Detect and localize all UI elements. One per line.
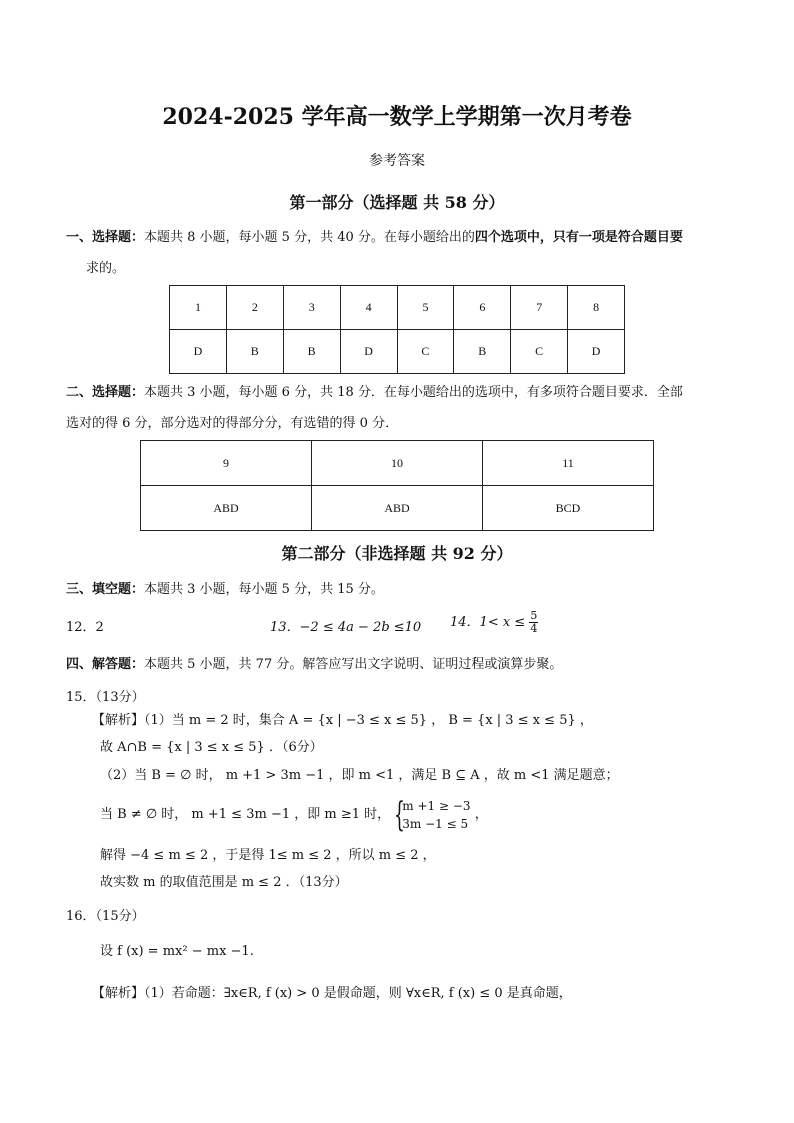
question-number: 7 <box>511 286 568 330</box>
section1-text2: 求的。 <box>86 261 126 276</box>
q15-line1: 【解析】（1）当 m = 2 时，集合 A = {x | −3 ≤ x ≤ 5} ， B = {x | 3 ≤ x ≤ 5} ， <box>92 713 593 728</box>
q16-line2: 【解析】（1）若命题：∃x∈R, f (x) > 0 是假命题，则 ∀x∈R, f (x) ≤ 0 是真命题， <box>92 986 572 1001</box>
q16-line1: 设 f (x) = mx² − mx −1. <box>100 944 254 959</box>
section1-bold: 四个选项中，只有一项是符合题目要 <box>474 230 683 245</box>
table-row <box>141 486 654 531</box>
section2-text2: 选对的得 6 分，部分选对的得部分分，有选错的得 0 分． <box>66 416 399 431</box>
section2-label: 二、选择题： <box>66 385 145 400</box>
question-number: 4 <box>340 286 397 330</box>
system-row: m +1 ≥ −3 <box>402 799 471 813</box>
question-number: 8 <box>568 286 625 330</box>
section3-label: 三、填空题： <box>66 582 145 597</box>
question-number: 6 <box>454 286 511 330</box>
section4-text: 本题共 5 小题，共 77 分。解答应写出文字说明、证明过程或演算步聚。 <box>144 657 563 672</box>
fraction <box>529 610 538 635</box>
question-number: 3 <box>283 286 340 330</box>
q15-line4-suffix: ， <box>474 807 488 822</box>
q15-heading: 15．（13分） <box>66 690 145 705</box>
question-number: 1 <box>170 286 227 330</box>
section1-answer-table <box>169 285 625 374</box>
answer-q14-prefix: 14．1< x ≤ <box>450 615 526 630</box>
question-number: 11 <box>483 441 654 486</box>
answer-cell: D <box>340 330 397 374</box>
q15-line5: 解得 −4 ≤ m ≤ 2 ，于是得 1≤ m ≤ 2 ，所以 m ≤ 2 ， <box>100 848 436 863</box>
answer-cell: B <box>454 330 511 374</box>
brace-symbol: { <box>394 795 406 835</box>
section2-intro <box>66 384 683 402</box>
q16-heading: 16．（15分） <box>66 909 145 924</box>
page-subtitle: 参考答案 <box>369 153 425 169</box>
page-title: 2024-2025 学年高一数学上学期第一次月考卷 <box>162 104 632 130</box>
answer-cell: ABD <box>312 486 483 531</box>
answer-cell: C <box>511 330 568 374</box>
q15-line6: 故实数 m 的取值范围是 m ≤ 2 ．（13分） <box>100 875 348 890</box>
q15-line4-prefix: 当 B ≠ ∅ 时， m +1 ≤ 3m −1 ，即 m ≥1 时， <box>100 807 391 822</box>
q15-line4 <box>100 797 488 833</box>
section1-intro <box>66 229 683 247</box>
answer-q14 <box>450 610 538 635</box>
q15-line3: （2）当 B = ∅ 时， m +1 > 3m −1 ，即 m <1 ，满足 B ⊆ A ，故 m <1 满足题意； <box>100 768 619 783</box>
section2-answer-table <box>140 440 654 531</box>
fraction-numerator: 5 <box>530 609 538 622</box>
question-number: 2 <box>226 286 283 330</box>
answer-q13: 13．−2 ≤ 4a − 2b ≤10 <box>270 620 422 635</box>
question-number: 5 <box>397 286 454 330</box>
part2-heading: 第二部分（非选择题 共 92 分） <box>281 544 513 563</box>
answer-cell: ABD <box>141 486 312 531</box>
fraction-denominator: 4 <box>530 622 538 635</box>
section2-text1: 本题共 3 小题，每小题 6 分，共 18 分．在每小题给出的选项中，有多项符合题目要求．全部 <box>144 385 683 400</box>
answer-cell: D <box>170 330 227 374</box>
answer-cell: B <box>226 330 283 374</box>
q15-line2: 故 A∩B = {x | 3 ≤ x ≤ 5} ．（6分） <box>100 740 323 755</box>
table-row <box>170 286 625 330</box>
answer-cell: D <box>568 330 625 374</box>
section1-label: 一、选择题： <box>66 230 145 245</box>
question-number: 10 <box>312 441 483 486</box>
answer-cell: B <box>283 330 340 374</box>
section4-label: 四、解答题： <box>66 657 145 672</box>
equation-system <box>394 797 470 833</box>
question-number: 9 <box>141 441 312 486</box>
section1-text1: 本题共 8 小题，每小题 5 分，共 40 分。在每小题给出的 <box>144 230 475 245</box>
answer-q12: 12．2 <box>66 620 104 635</box>
table-row <box>170 330 625 374</box>
section3-text: 本题共 3 小题，每小题 5 分，共 15 分。 <box>144 582 384 597</box>
answer-cell: C <box>397 330 454 374</box>
table-row <box>141 441 654 486</box>
part1-heading: 第一部分（选择题 共 58 分） <box>289 193 505 212</box>
system-row: 3m −1 ≤ 5 <box>402 817 469 831</box>
section4-intro <box>66 656 562 674</box>
answer-cell: BCD <box>483 486 654 531</box>
section3-intro <box>66 581 384 599</box>
